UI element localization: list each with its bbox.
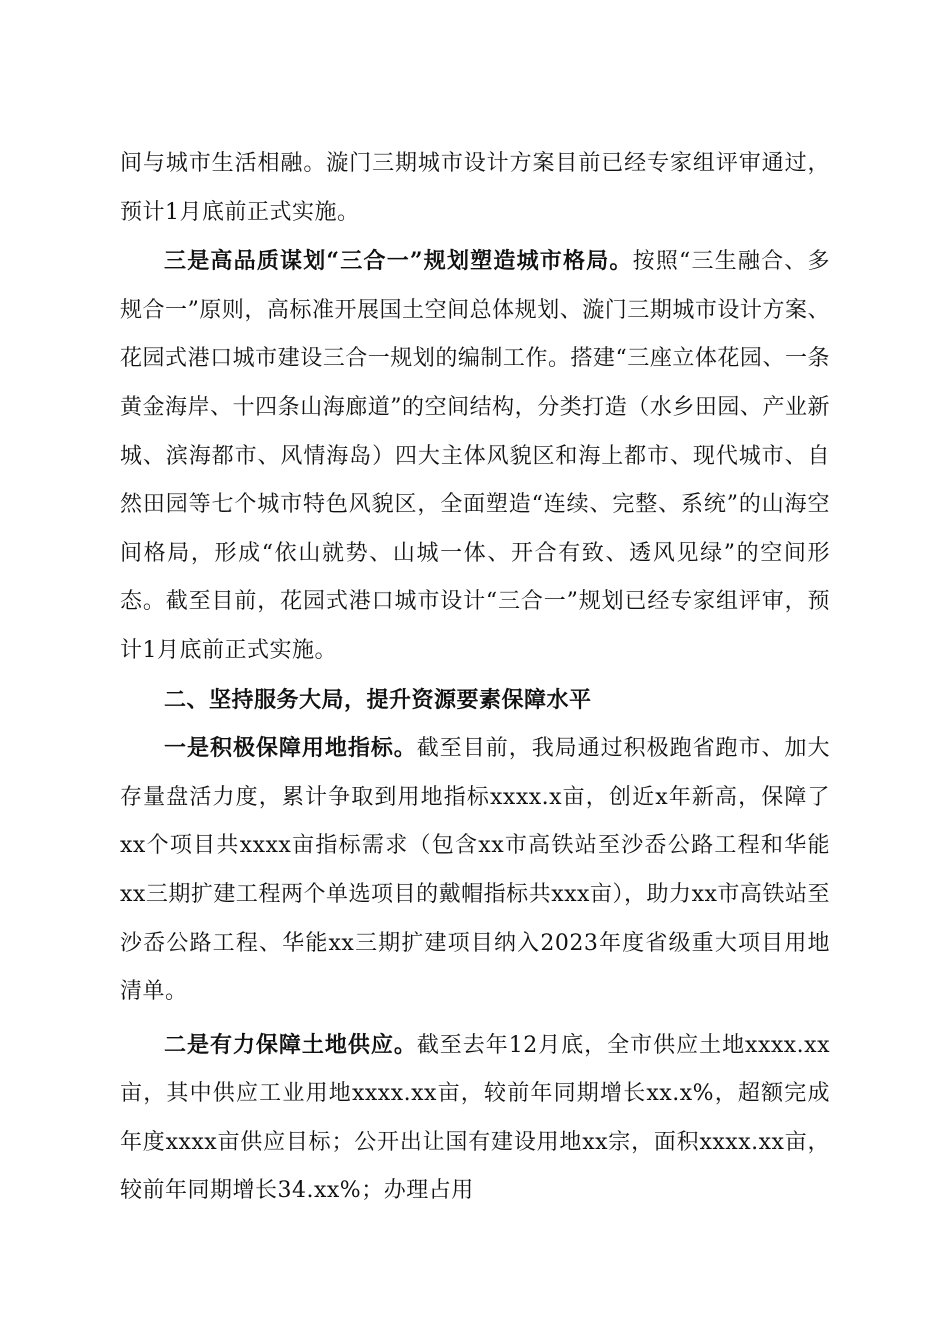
paragraph-continuation xyxy=(120,140,830,237)
paragraph-lead: 一是积极保障用地指标。 xyxy=(164,735,417,762)
paragraph-text: 按照“三生融合、多规合一”原则，高标准开展国土空间总体规划、漩门三期城市设计方案、花园式港口城市建设三合一规划的编制工作。搭建“三座立体花园、一条黄金海岸、十四条山海廊道”的空间结构，分类打造（水乡田园、产业新城、滨海都市、风情海岛）四大主体风貌区和海上都市、现代城市、自然田园等七个城市特色风貌区，全面塑造“连续、完整、系统”的山海空间格局，形成“依山就势、山城一体、开合有致、透风见绿”的空间形态。截至目前，花园式港口城市设计“三合一”规划已经专家组评审，预计1月底前正式实施。 xyxy=(120,249,830,663)
document-page xyxy=(120,140,830,1216)
section-heading: 二、坚持服务大局，提升资源要素保障水平 xyxy=(164,686,592,713)
paragraph-lead: 三是高品质谋划“三合一”规划塑造城市格局。 xyxy=(164,248,633,275)
paragraph-land-supply xyxy=(120,1021,830,1216)
paragraph-lead: 二是有力保障土地供应。 xyxy=(164,1031,417,1058)
paragraph-text: 间与城市生活相融。漩门三期城市设计方案目前已经专家组评审通过，预计1月底前正式实施。 xyxy=(120,151,830,225)
paragraph-text: 截至目前，我局通过积极跑省跑市、加大存量盘活力度，累计争取到用地指标xxxx.x亩，创近x年新高，保障了xx个项目共xxxx亩指标需求（包含xx市高铁站至沙岙公路工程和华能xx三期扩建工程两个单选项目的戴帽指标共xxx亩），助力xx市高铁站至沙岙公路工程、华能xx三期扩建项目纳入2023年度省级重大项目用地清单。 xyxy=(120,736,830,1005)
paragraph-text: 截至去年12月底，全市供应土地xxxx.xx亩，其中供应工业用地xxxx.xx亩，较前年同期增长xx.x%，超额完成年度xxxx亩供应目标；公开出让国有建设用地xx宗，面积xxxx.xx亩，较前年同期增长34.xx%；办理占用 xyxy=(120,1032,830,1204)
paragraph-urban-planning xyxy=(120,237,830,675)
paragraph-land-quota xyxy=(120,724,830,1017)
